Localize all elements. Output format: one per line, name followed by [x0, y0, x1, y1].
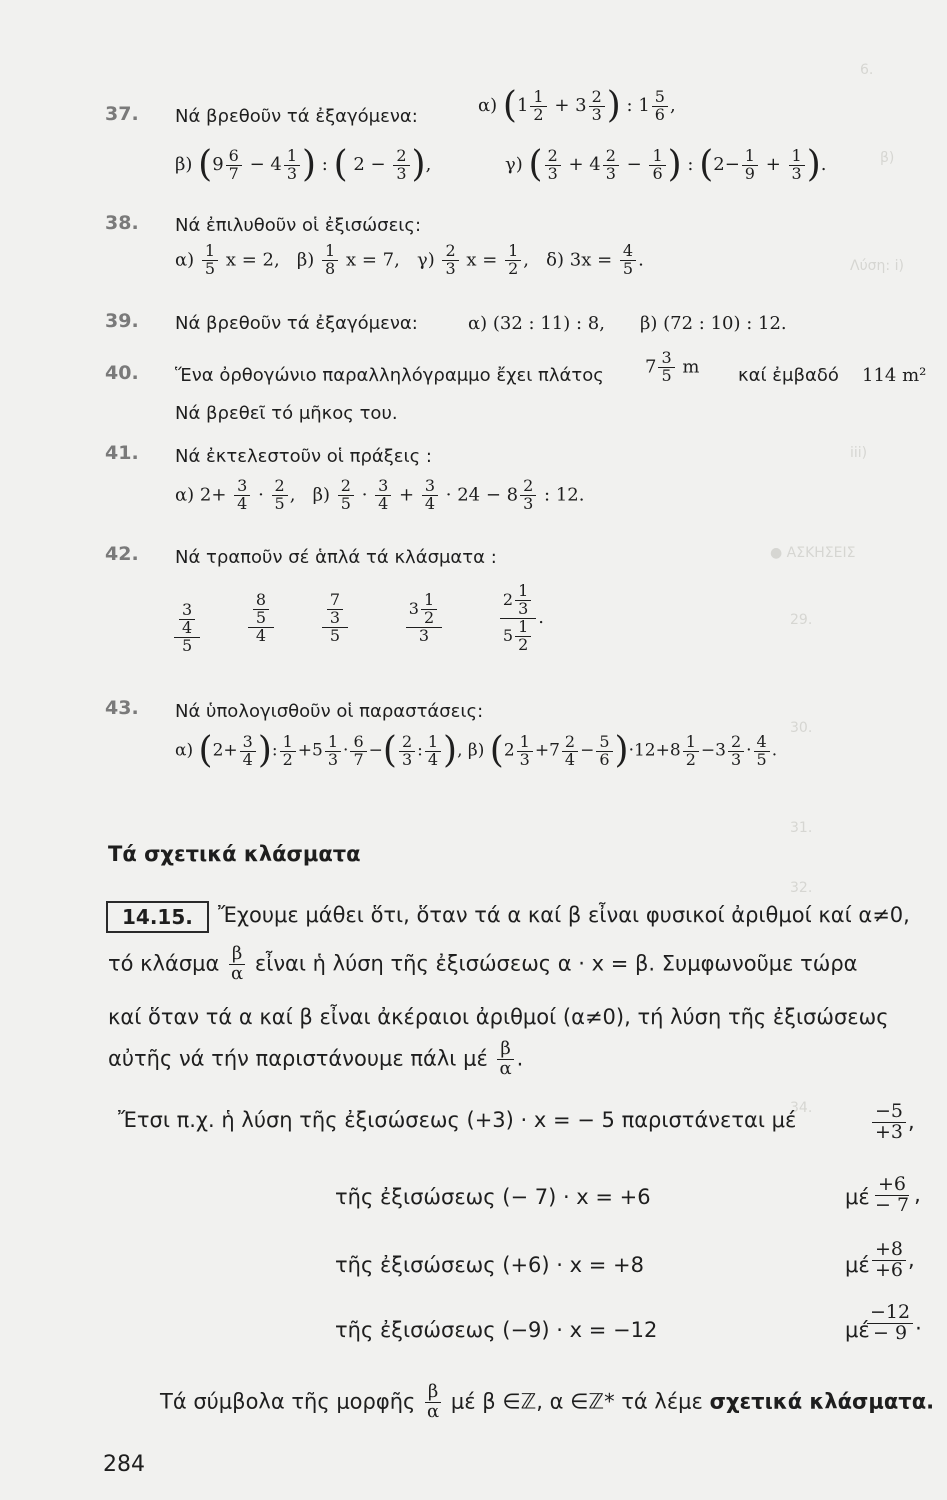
equations-38: α) $\frac{1}{5}$ x = 2, β) $\frac{1}{8}$ x = 7, γ) $\frac{2}{3}$ x = $\frac{1}{2}$ , δ) 3x = $\frac{4}{5}$ .: [175, 241, 644, 278]
exercise-number: 42.: [105, 543, 139, 565]
page-number: 284: [103, 1452, 145, 1477]
expression-41: α) 2+ $\frac{3}{4}$ · $\frac{2}{5}$ , β) $\frac{2}{5}$ · $\frac{3}{4}$ + $\frac{3}{4}$ · 24 − 8 $\frac{2}{3}$ : 12.: [175, 476, 585, 513]
paragraph-label: 14.15.: [106, 901, 209, 933]
exercise-text: καί ἐμβαδό: [738, 365, 839, 386]
complex-fractions-42: $\frac{\frac{3}{4}}{5}$ $\frac{\frac{8}{5}}{4}$ $\frac{\frac{7}{3}}{5}$ 3 $\frac{1}{2}$ 3 2 $\frac{1}{3}$ 5 $\frac{1}{2}$ .: [172, 582, 544, 654]
section-title: Τά σχετικά κλάσματα: [108, 842, 361, 866]
definition-line: Τά σύμβολα τῆς μορφῆς $\frac{\beta}{\alpha}$ μέ β ∈ℤ, α ∈ℤ* τά λέμε σχετικά κλάσματα.: [160, 1381, 935, 1422]
exercise-number: 38.: [105, 212, 139, 234]
exercise-text: Νά βρεθοῦν τά ἐξαγόμενα:: [175, 313, 418, 334]
exercise-text: Νά βρεθοῦν τά ἐξαγόμενα:: [175, 106, 418, 127]
exercise-text: Νά ὑπολογισθοῦν οἱ παραστάσεις:: [175, 701, 484, 722]
example-fraction: $\frac{+8}{+6}$ ,: [870, 1240, 915, 1281]
paragraph-line: Ἔχουμε μάθει ὅτι, ὅταν τά α καί β εἶναι φυσικοί ἀριθμοί καί α≠0,: [218, 903, 910, 927]
width-value: 7 $\frac{3}{5}$ m: [645, 348, 700, 385]
exercise-number: 39.: [105, 310, 139, 332]
example-fraction: $\frac{-5}{+3}$ ,: [870, 1102, 915, 1143]
exercise-text: Ἕνα ὀρθογώνιο παραλληλόγραμμο ἔχει πλάτος: [175, 365, 604, 386]
exercise-number: 37.: [105, 103, 139, 125]
exercise-text: Νά ἐκτελεστοῦν οἱ πράξεις :: [175, 446, 432, 467]
example-line: τῆς ἐξισώσεως (−9) · x = −12: [335, 1318, 658, 1342]
area-value: 114 m²: [862, 365, 927, 386]
example-line: τῆς ἐξισώσεως (− 7) · x = +6: [335, 1185, 651, 1209]
expression-39b: β) (72 : 10) : 12.: [640, 313, 787, 334]
example-line: Ἔτσι π.χ. ἡ λύση τῆς ἐξισώσεως (+3) · x = − 5 παριστάνεται μέ: [118, 1108, 797, 1132]
paragraph-line: αὐτῆς νά τήν παριστάνουμε πάλι μέ $\frac{\beta}{\alpha}$ .: [108, 1038, 524, 1079]
example-fraction: $\frac{+6}{- 7}$ ,: [875, 1173, 921, 1216]
expression-37b: β) (9 $\frac{6}{7}$ − 4 $\frac{1}{3}$ ) : ( 2 − $\frac{2}{3}$ ),: [175, 144, 432, 185]
example-me: μέ: [845, 1318, 870, 1342]
expression-43: α) (2+ $\frac{3}{4}$ ): $\frac{1}{2}$ +5 $\frac{1}{3}$ · $\frac{6}{7}$ −( $\frac{2}{3}$ : $\frac{1}{4}$ ), β) (2 $\frac{1}{3}$ +7 $\frac{2}{4}$ − $\frac{5}{6}$ )·12+8 $\frac{1}{2}$ −3 $\frac{2}{3}$ · $\frac{4}{5}$ .: [175, 730, 778, 771]
expression-37a: α) (1 $\frac{1}{2}$ + 3 $\frac{2}{3}$ ) : 1 $\frac{5}{6}$ ,: [478, 85, 676, 126]
example-line: τῆς ἐξισώσεως (+6) · x = +8: [335, 1253, 644, 1277]
exercise-number: 41.: [105, 442, 139, 464]
example-me: μέ: [845, 1185, 870, 1209]
exercise-text: Νά ἐπιλυθοῦν οἱ ἐξισώσεις:: [175, 215, 422, 236]
paragraph-line: καί ὅταν τά α καί β εἶναι ἀκέραιοι ἀριθμοί (α≠0), τή λύση τῆς ἐξισώσεως: [108, 1005, 889, 1029]
exercise-number: 43.: [105, 697, 139, 719]
exercise-number: 40.: [105, 362, 139, 384]
exercise-text: Νά βρεθεῖ τό μῆκος του.: [175, 403, 398, 424]
expression-39a: α) (32 : 11) : 8,: [468, 313, 605, 334]
example-me: μέ: [845, 1253, 870, 1277]
expression-37g: γ) ( $\frac{2}{3}$ + 4 $\frac{2}{3}$ − $\frac{1}{6}$ ) : (2− $\frac{1}{9}$ + $\frac{1}{3}$ ).: [505, 144, 827, 185]
example-fraction: $\frac{-12}{- 9}$ .: [865, 1303, 922, 1344]
exercise-text: Νά τραποῦν σέ ἁπλά τά κλάσματα :: [175, 547, 497, 568]
paragraph-line: τό κλάσμα $\frac{\beta}{\alpha}$ εἶναι ἡ λύση τῆς ἐξισώσεως α · x = β. Συμφωνοῦμε τώρα: [108, 943, 858, 984]
